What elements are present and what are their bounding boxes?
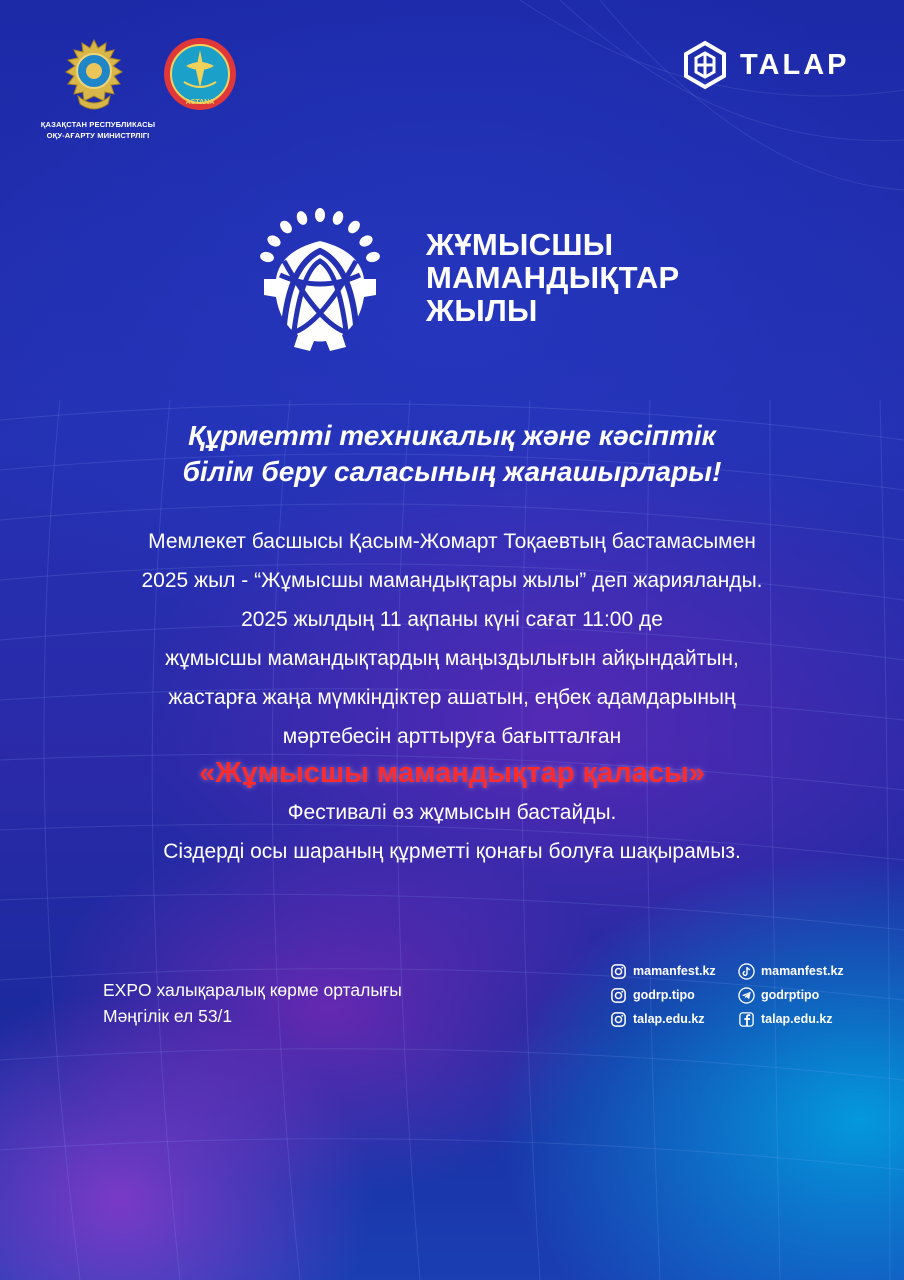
body-line-2: 2025 жыл - “Жұмысшы мамандықтары жылы” деп жарияланды.	[141, 569, 763, 592]
body-line-3: 2025 жылдың 11 ақпаны күні сағат 11:00 де	[241, 608, 663, 631]
year-of-professions-title	[426, 228, 680, 327]
social-link-label: mamanfest.kz	[761, 964, 844, 978]
astana-label: ASTANA	[185, 99, 215, 106]
social-column-1	[610, 961, 716, 1033]
social-link-instagram-talap[interactable]	[610, 1009, 716, 1029]
instagram-icon	[610, 1011, 627, 1028]
tiktok-icon	[738, 963, 755, 980]
social-link-instagram-mamanfest[interactable]	[610, 961, 716, 981]
social-link-label: godrp.tipo	[633, 988, 695, 1002]
social-link-label: mamanfest.kz	[633, 964, 716, 978]
body-line-7: Фестивалі өз жұмысын бастайды.	[287, 801, 617, 824]
ministry-caption	[40, 119, 156, 141]
venue-address	[103, 977, 402, 1029]
festival-name: «Жұмысшы мамандықтар қаласы»	[199, 757, 705, 789]
venue-line-2: Мәңгілік ел 53/1	[103, 1006, 233, 1026]
venue-line-1: EXPO халықаралық көрме орталығы	[103, 980, 402, 1000]
instagram-icon	[610, 987, 627, 1004]
year-title-line-3: ЖЫЛЫ	[426, 293, 538, 328]
greeting-line-1: Құрметті техникалық және кәсіптік	[188, 420, 716, 451]
ministry-line-2: ОҚУ-АҒАРТУ МИНИСТРЛІГІ	[46, 131, 150, 140]
body-line-5: жастарға жаңа мүмкіндіктер ашатын, еңбек адамдарының	[168, 686, 736, 709]
greeting-heading	[70, 418, 834, 490]
instagram-icon	[610, 963, 627, 980]
social-link-label: talap.edu.kz	[633, 1012, 705, 1026]
greeting-line-2: білім беру саласының жанашырлары!	[182, 456, 722, 487]
body-line-1: Мемлекет басшысы Қасым-Жомарт Тоқаевтың бастамасымен	[148, 530, 756, 553]
year-of-professions-icon	[250, 205, 390, 355]
invitation-body	[40, 522, 864, 871]
social-column-2	[738, 961, 844, 1033]
social-link-label: godrptipo	[761, 988, 820, 1002]
kazakhstan-emblem	[58, 38, 130, 114]
social-link-telegram-godrptipo[interactable]	[738, 985, 844, 1005]
social-link-facebook-talap[interactable]	[738, 1009, 844, 1029]
year-title-line-2: МАМАНДЫҚТАР	[426, 260, 680, 295]
telegram-icon	[738, 987, 755, 1004]
social-link-label: talap.edu.kz	[761, 1012, 833, 1026]
ministry-line-1: ҚАЗАҚСТАН РЕСПУБЛИКАСЫ	[40, 120, 156, 129]
talap-logo	[680, 38, 870, 92]
facebook-icon	[738, 1011, 755, 1028]
body-line-6: мәртебесін арттыруға бағытталған	[282, 725, 622, 748]
body-line-8: Сіздерді осы шараның құрметті қонағы болуға шақырамыз.	[163, 840, 741, 863]
social-link-instagram-godrp[interactable]	[610, 985, 716, 1005]
year-title-line-1: ЖҰМЫСШЫ	[426, 227, 614, 262]
astana-emblem	[162, 36, 238, 112]
social-link-tiktok-mamanfest[interactable]	[738, 961, 844, 981]
body-line-4: жұмысшы мамандықтардың маңыздылығын айқындайтын,	[165, 647, 739, 670]
talap-label: TALAP	[740, 48, 850, 81]
talap-mark-icon	[680, 40, 730, 90]
